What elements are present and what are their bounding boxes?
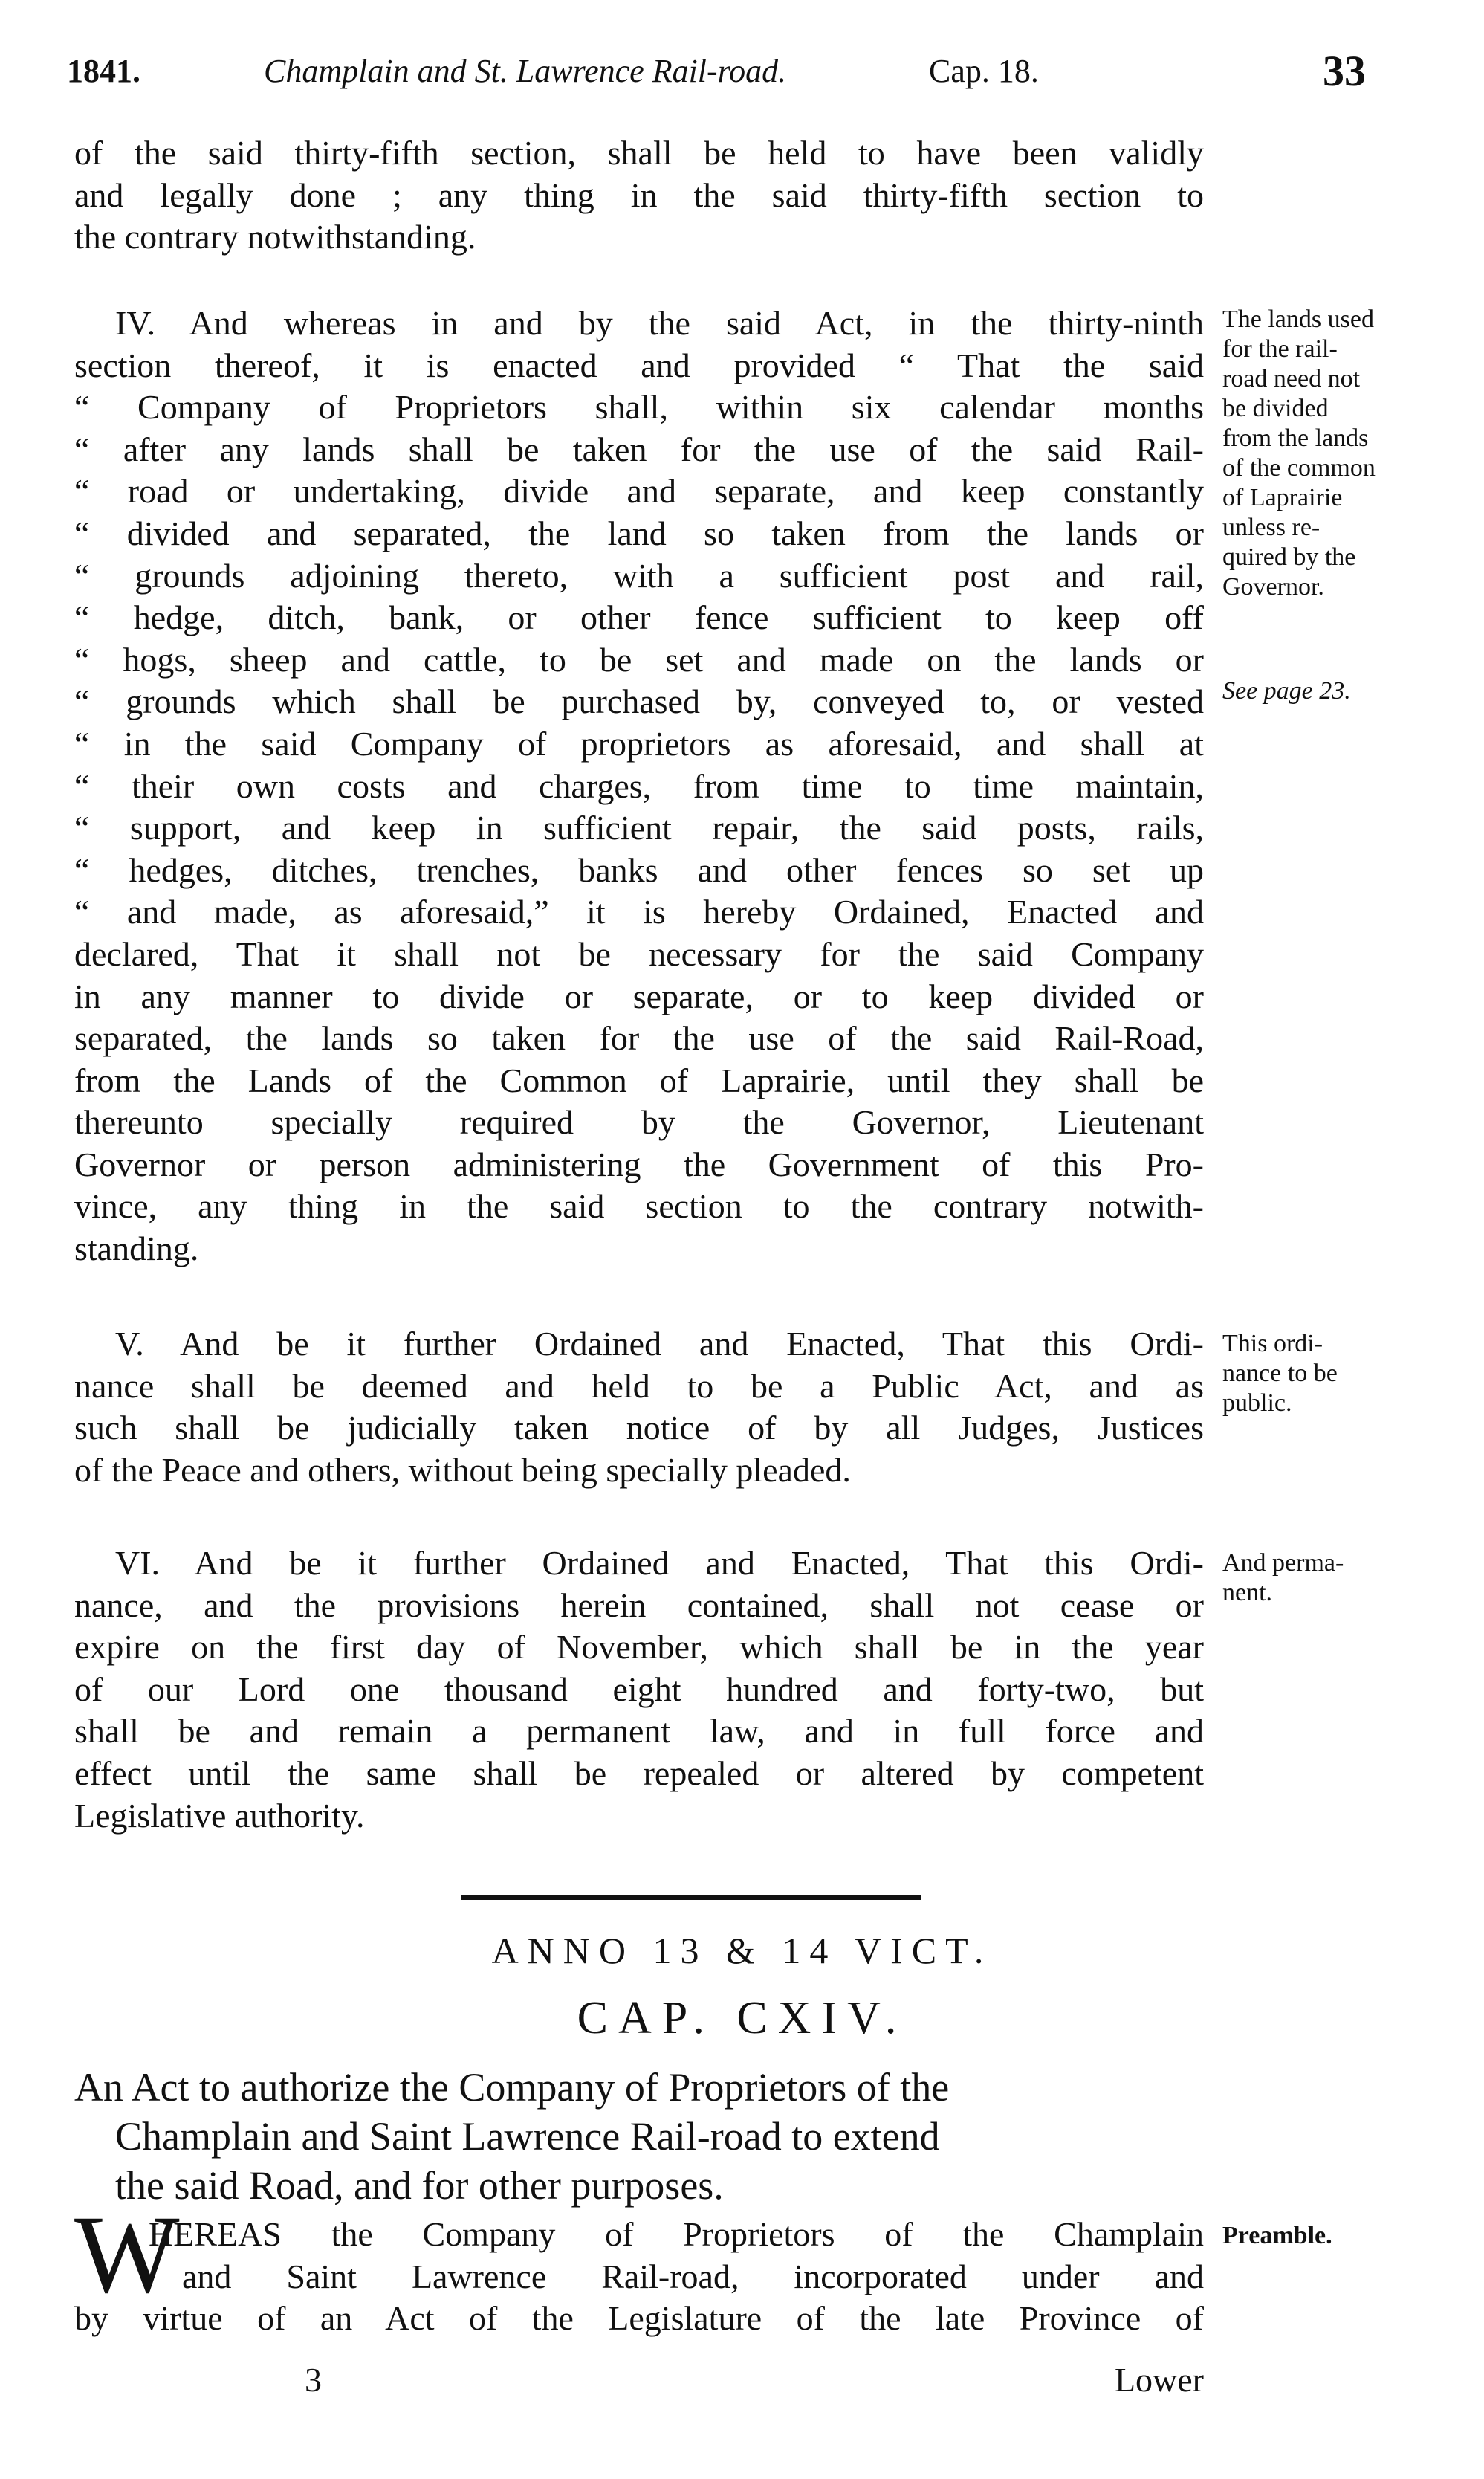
text-line: the contrary notwithstanding. [74,218,476,256]
margin-line: nent. [1222,1579,1273,1606]
text-line: of the said thirty-fifth section, shall be held to have been validly [74,134,1204,172]
text-line: of the Peace and others, without being specially pleaded. [74,1450,851,1489]
text-line: Governor or person administering the Government of this Pro- [74,1145,1204,1183]
margin-note-public [1222,1329,1468,1418]
text-line: separated, the lands so taken for the use of the said Rail-Road, [74,1019,1204,1058]
margin-note-preamble [1222,2221,1468,2251]
drop-cap: W [74,2193,180,2316]
margin-line: The lands used [1222,306,1374,333]
margin-line: Governor. [1222,573,1324,601]
margin-note-permanent [1222,1548,1468,1608]
text-line: VI. And be it further Ordained and Enacted, That this Ordi- [115,1544,1204,1582]
margin-line: road need not [1222,365,1361,392]
margin-line: unless re- [1222,514,1321,541]
intro-paragraph [74,132,1204,259]
text-line: declared, That it shall not be necessary for the said Company [74,934,1204,973]
text-line: “ hedges, ditches, trenches, banks and other fences so set up [74,850,1204,889]
text-line: Legislative authority. [74,1796,365,1835]
header-title: Champlain and St. Lawrence Rail-road. [264,53,787,89]
divider-rule [461,1895,921,1900]
margin-line: of Laprairie [1222,484,1343,511]
text-line: effect until the same shall be repealed or altered by competent [74,1754,1204,1792]
text-line: from the Lands of the Common of Laprairie, until they shall be [74,1061,1204,1099]
text-line: “ and made, as aforesaid,” it is hereby Ordained, Enacted and [74,893,1204,931]
text-line: standing. [74,1229,199,1268]
text-line: “ in the said Company of proprietors as aforesaid, and shall at [74,724,1204,763]
margin-line: This ordi- [1222,1330,1323,1357]
anno-heading: ANNO 13 & 14 VICT. [491,1930,993,1971]
margin-note-lands [1222,305,1468,602]
margin-line: be divided [1222,395,1329,422]
section-v [74,1323,1204,1491]
text-line: nance shall be deemed and held to be a Public Act, and as [74,1366,1204,1405]
section-iv [74,303,1204,1270]
text-line: vince, any thing in the said section to the contrary notwith- [74,1187,1204,1226]
text-line: such shall be judicially taken notice of by all Judges, Justices [74,1409,1204,1447]
text-line: and Saint Lawrence Rail-road, incorporated under and [182,2257,1204,2295]
margin-line: of the common [1222,454,1376,482]
text-line: “ road or undertaking, divide and separate, and keep constantly [74,472,1204,511]
section-vi [74,1542,1204,1837]
page-number: 33 [1323,47,1366,95]
text-line: shall be and remain a permanent law, and in full force and [74,1712,1204,1751]
header-chapter: Cap. 18. [929,53,1039,89]
preamble-body [74,2214,1204,2340]
text-line: V. And be it further Ordained and Enacted, That this Ordi- [115,1325,1204,1363]
title-line: An Act to authorize the Company of Proprietors of the [74,2065,950,2110]
text-line: and legally done ; any thing in the said thirty-fifth section to [74,175,1204,214]
text-line: “ support, and keep in sufficient repair, the said posts, rails, [74,809,1204,847]
margin-line: See page 23. [1222,677,1351,705]
text-line: “ grounds adjoining thereto, with a sufficient post and rail, [74,556,1204,595]
margin-note-see-page [1222,676,1468,706]
text-line: “ their own costs and charges, from time to time maintain, [74,766,1204,805]
text-line: nance, and the provisions herein contained, shall not cease or [74,1586,1204,1624]
text-line: in any manner to divide or separate, or to keep divided or [74,977,1204,1015]
margin-line: for the rail- [1222,335,1338,363]
text-line: “ hedge, ditch, bank, or other fence sufficient to keep off [74,598,1204,637]
text-line: “ Company of Proprietors shall, within six calendar months [74,388,1204,427]
text-line: thereunto specially required by the Governor, Lieutenant [74,1103,1204,1142]
text-line: by virtue of an Act of the Legislature of the late Province of [74,2299,1204,2338]
text-line: “ grounds which shall be purchased by, conveyed to, or vested [74,682,1204,721]
title-line: Champlain and Saint Lawrence Rail-road to extend [115,2114,940,2159]
running-header [67,47,1404,111]
header-year: 1841. [67,53,140,89]
page-footer [74,2360,1204,2405]
margin-line: Preamble. [1222,2222,1332,2249]
act-title [74,2063,1234,2210]
catchword: Lower [1114,2361,1204,2399]
margin-line: from the lands [1222,424,1369,452]
margin-line: quired by the [1222,543,1356,571]
text-line: section thereof, it is enacted and provided “ That the said [74,346,1204,384]
text-line: IV. And whereas in and by the said Act, in the thirty-ninth [115,304,1204,342]
signature-mark: 3 [305,2361,322,2399]
text-line: HEREAS the Company of Proprietors of the Champlain [149,2215,1204,2253]
margin-line: public. [1222,1389,1292,1417]
title-line: the said Road, and for other purposes. [115,2163,724,2208]
text-line: “ divided and separated, the land so taken from the lands or [74,514,1204,552]
text-line: of our Lord one thousand eight hundred and forty-two, but [74,1670,1204,1708]
text-line: “ after any lands shall be taken for the use of the said Rail- [74,430,1204,468]
margin-line: nance to be [1222,1360,1338,1387]
text-line: expire on the first day of November, which shall be in the year [74,1628,1204,1667]
cap-heading: CAP. CXIV. [577,1993,907,2043]
text-line: “ hogs, sheep and cattle, to be set and made on the lands or [74,640,1204,679]
margin-line: And perma- [1222,1549,1344,1577]
